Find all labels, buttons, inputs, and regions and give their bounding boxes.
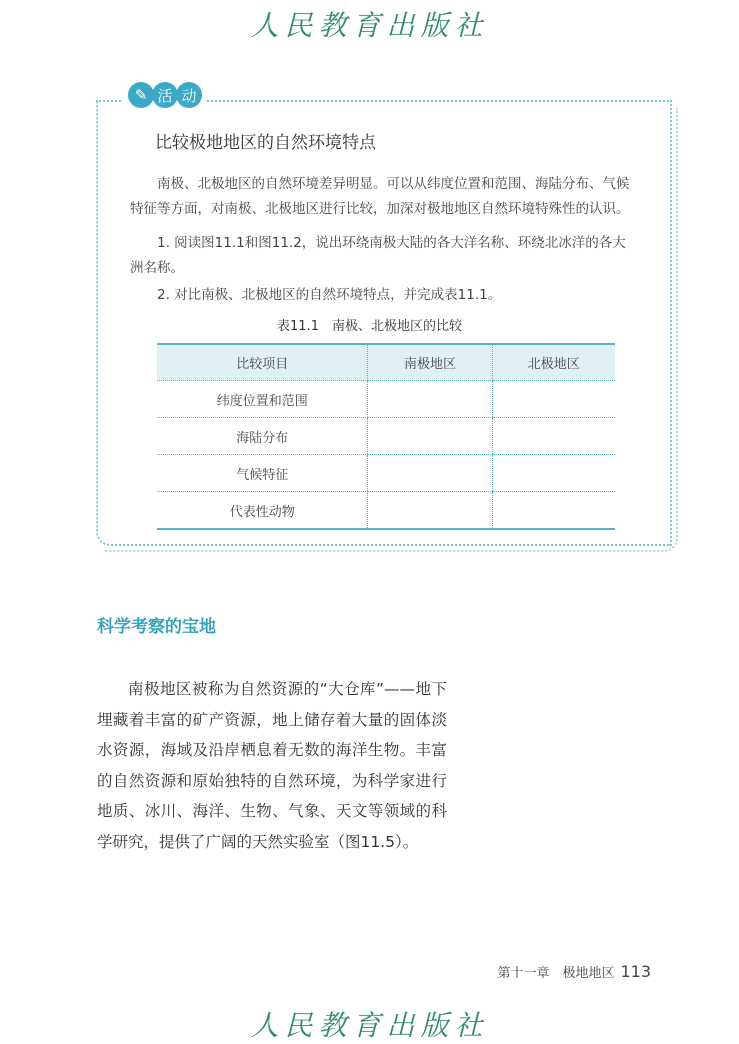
table-row <box>157 418 615 455</box>
table-row <box>157 381 615 418</box>
table-header: 比较项目 <box>157 344 368 381</box>
section-title: 科学考察的宝地 <box>97 617 216 637</box>
badge-char: 动 <box>176 82 202 108</box>
activity-intro: 南极、北极地区的自然环境差异明显。可以从纬度位置和范围、海陆分布、气候特征等方面，对南极、北极地区进行比较，加深对极地地区自然环境特殊性的认识。 <box>130 176 630 217</box>
table-row <box>157 492 615 530</box>
question-1: 1. 阅读图11.1和图11.2，说出环绕南极大陆的各大洋名称、环绕北冰洋的各大洲名称。 <box>130 235 626 276</box>
table-header: 北极地区 <box>492 344 615 381</box>
row-label: 海陆分布 <box>157 418 368 455</box>
publisher-logo-top: 人民教育出版社 <box>250 9 489 42</box>
badge-char: 活 <box>152 82 178 108</box>
table-header: 南极地区 <box>368 344 492 381</box>
row-label: 纬度位置和范围 <box>157 381 368 418</box>
row-label: 代表性动物 <box>157 492 368 530</box>
table-caption: 表11.1 南极、北极地区的比较 <box>277 319 462 334</box>
activity-title: 比较极地地区的自然环境特点 <box>155 133 376 153</box>
section-body: 南极地区被称为自然资源的“大仓库”——地下埋藏着丰富的矿产资源，地上储存着大量的固体淡水资源，海域及沿岸栖息着无数的海洋生物。丰富的自然资源和原始独特的自然环境，为科学家进行地质、冰川、海洋、生物、气象、天文等领域的科学研究，提供了广阔的天然实验室（图11.5）。 <box>97 680 447 851</box>
row-label: 气候特征 <box>157 455 368 492</box>
activity-badge <box>122 82 206 108</box>
comparison-table <box>157 343 615 530</box>
chapter-label: 第十一章 极地地区 <box>497 966 615 981</box>
question-2: 2. 对比南极、北极地区的自然环境特点，并完成表11.1。 <box>157 287 502 303</box>
publisher-logo-bottom: 人民教育出版社 <box>250 1009 489 1042</box>
table-row <box>157 455 615 492</box>
page-footer <box>497 962 651 981</box>
page-number: 113 <box>620 962 651 981</box>
stethoscope-icon: ✎ <box>128 82 154 108</box>
